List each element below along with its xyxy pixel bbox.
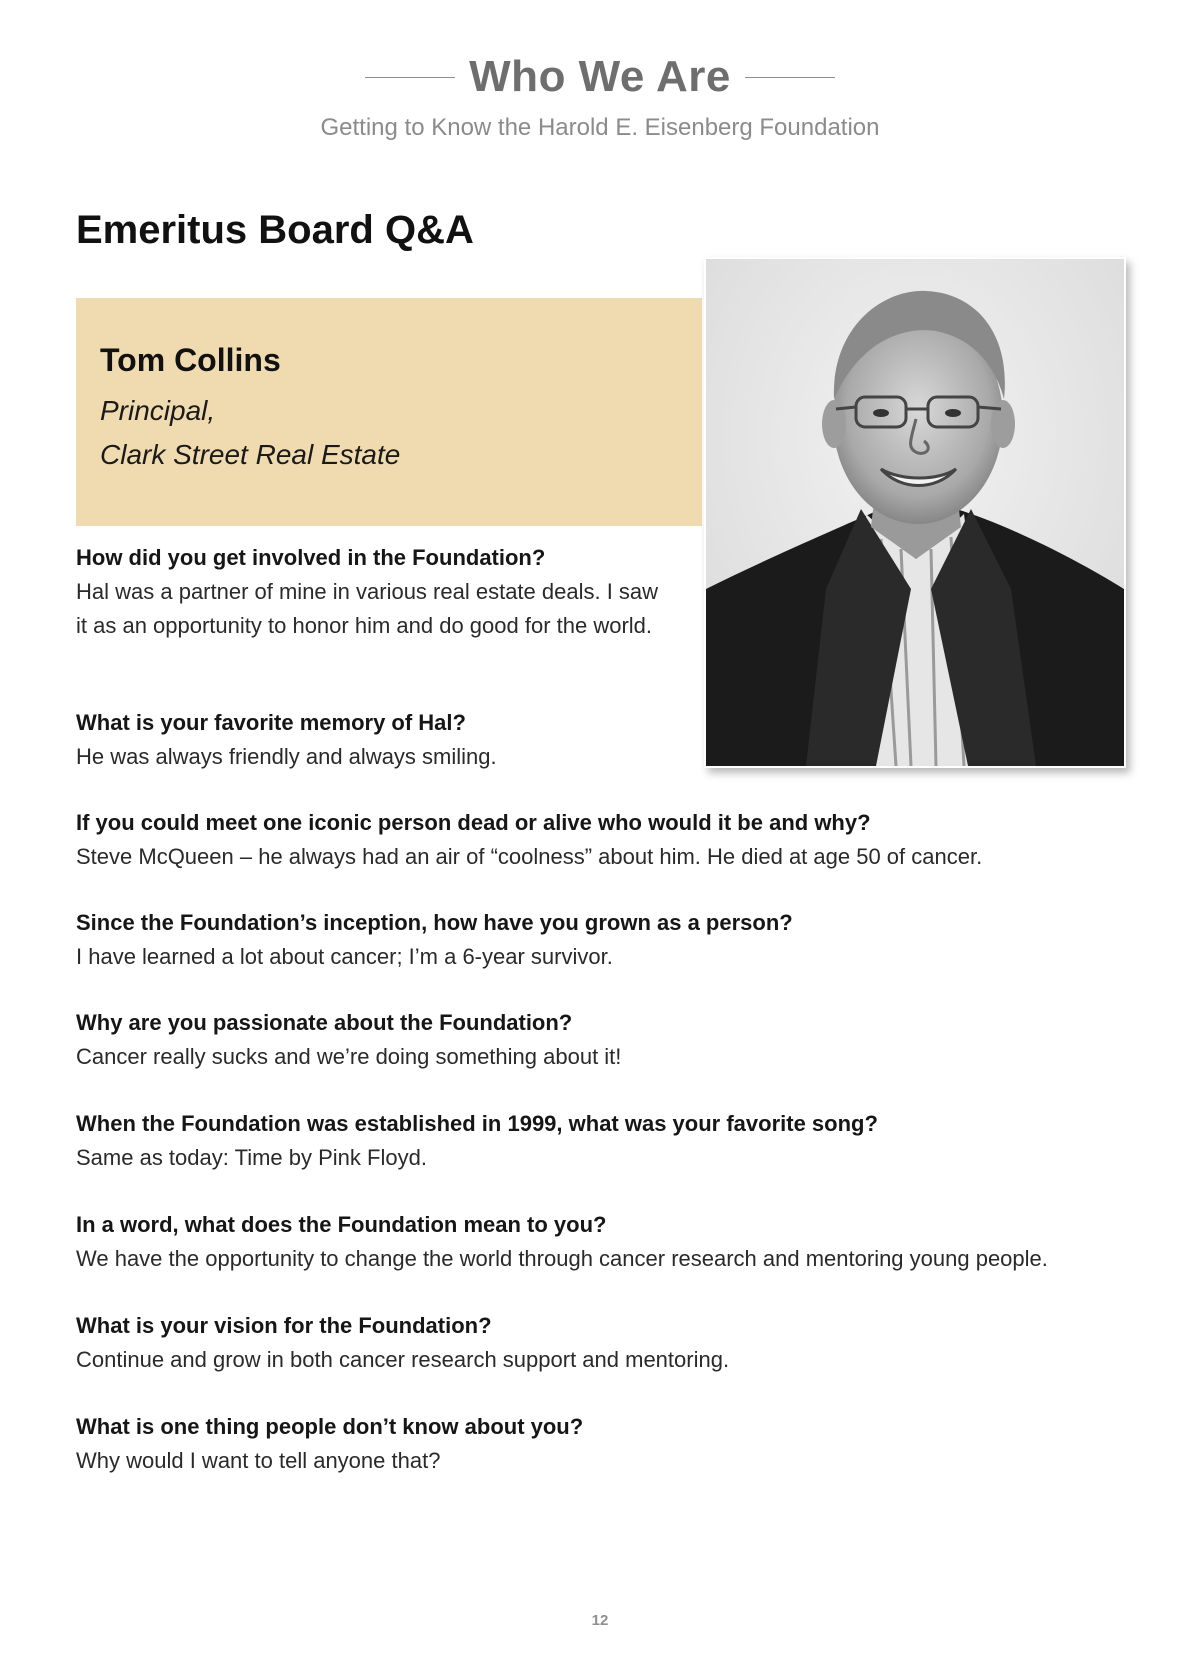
qa-item	[76, 906, 1136, 974]
qa-question: When the Foundation was established in 1999, what was your favorite song?	[76, 1111, 878, 1136]
qa-question: Since the Foundation’s inception, how have you grown as a person?	[76, 910, 793, 935]
qa-item	[76, 1410, 1136, 1478]
portrait-photo	[704, 257, 1126, 768]
qa-answer: Cancer really sucks and we’re doing something about it!	[76, 1044, 622, 1069]
qa-answer: He was always friendly and always smiling.	[76, 744, 497, 769]
qa-answer: We have the opportunity to change the world through cancer research and mentoring young people.	[76, 1246, 1048, 1271]
qa-item	[76, 1107, 1136, 1175]
page-subtitle: Getting to Know the Harold E. Eisenberg Foundation	[320, 114, 880, 141]
qa-question: What is your vision for the Foundation?	[76, 1313, 492, 1338]
profile-organization: Clark Street Real Estate	[100, 439, 401, 470]
portrait-image	[706, 259, 1124, 766]
title-row	[0, 52, 1200, 102]
qa-question: If you could meet one iconic person dead or alive who would it be and why?	[76, 810, 871, 835]
title-rule-right	[745, 77, 835, 78]
page-number: 12	[591, 1612, 609, 1629]
qa-item	[76, 806, 1136, 874]
qa-answer: Same as today: Time by Pink Floyd.	[76, 1145, 427, 1170]
page-title: Who We Are	[469, 52, 731, 101]
qa-answer: Continue and grow in both cancer research support and mentoring.	[76, 1347, 730, 1372]
qa-question: How did you get involved in the Foundation?	[76, 545, 546, 570]
title-rule-left	[365, 77, 455, 78]
qa-answer: Why would I want to tell anyone that?	[76, 1448, 441, 1473]
qa-question: In a word, what does the Foundation mean to you?	[76, 1212, 607, 1237]
qa-answer: Hal was a partner of mine in various real estate deals. I saw it as an opportunity to honor him and do good for the world.	[76, 579, 659, 638]
profile-card	[76, 298, 702, 526]
qa-question: What is one thing people don’t know about you?	[76, 1414, 584, 1439]
section-title: Emeritus Board Q&A	[76, 208, 474, 252]
profile-role: Principal,	[100, 395, 216, 426]
qa-item	[76, 541, 1136, 643]
page-header	[0, 52, 1200, 142]
qa-item	[76, 1006, 1136, 1074]
qa-item	[76, 1208, 1136, 1276]
profile-name: Tom Collins	[100, 342, 281, 378]
qa-question: What is your favorite memory of Hal?	[76, 710, 466, 735]
qa-item	[76, 706, 1136, 774]
qa-item	[76, 1309, 1136, 1377]
qa-question: Why are you passionate about the Foundation?	[76, 1010, 573, 1035]
qa-answer: Steve McQueen – he always had an air of “coolness” about him. He died at age 50 of cancer.	[76, 844, 983, 869]
qa-answer: I have learned a lot about cancer; I’m a 6-year survivor.	[76, 944, 613, 969]
